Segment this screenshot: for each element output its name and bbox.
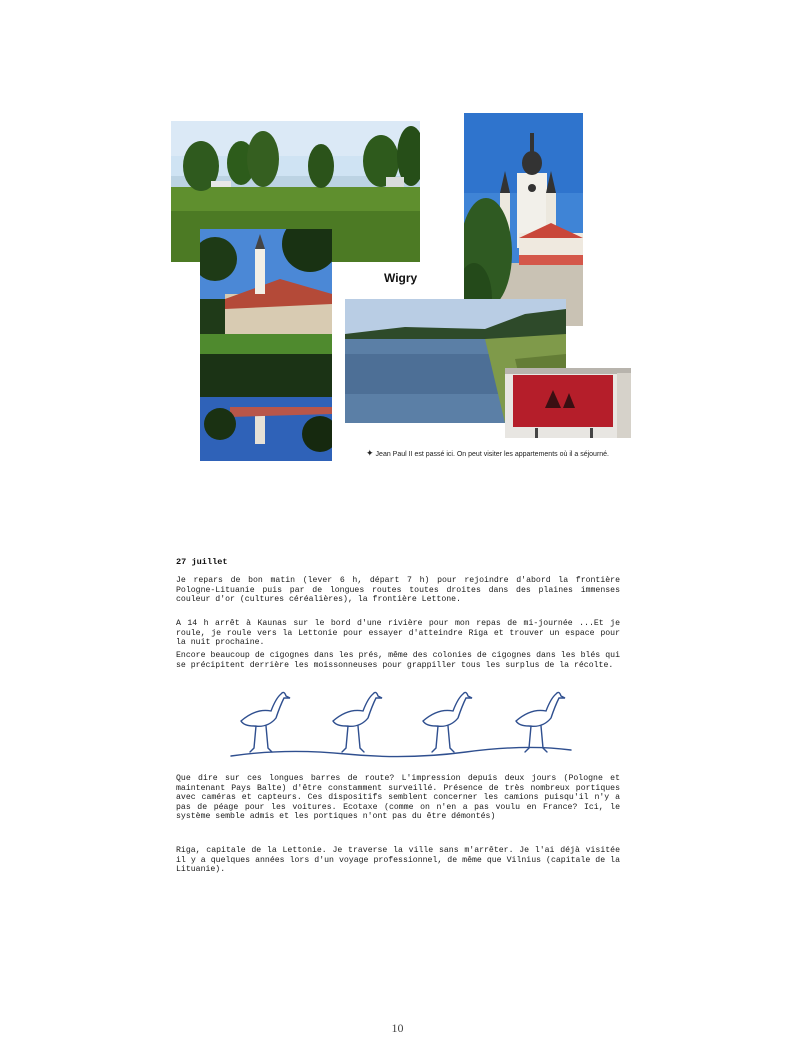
paragraph-5: Riga, capitale de la Lettonie. Je traverse la ville sans m'arrêter. Je l'ai déjà visitée il y a quelques années lors d'un voyage professionnel, de même que Vilnius (capitale de la Lituanie). [176, 846, 620, 875]
photo-garden-reflection [200, 229, 332, 461]
figure-caption [366, 448, 609, 459]
stork-1 [241, 692, 290, 752]
stork-3 [423, 692, 472, 752]
photo-monastery-sign [505, 368, 631, 438]
page-number: 10 [391, 1021, 404, 1035]
stork-4 [516, 692, 565, 752]
journal-date: 27 juillet [176, 557, 228, 567]
stork-2 [333, 692, 382, 752]
paragraph-1: Je repars de bon matin (lever 6 h, départ 7 h) pour rejoindre d'abord la frontière Pologne-Lituanie puis par de longues routes toutes droites dans des plaines immenses couleur d'or (cultures céréalières), la frontière Lettone. [176, 576, 620, 605]
caption-text: Jean Paul II est passé ici. On peut visiter les appartements où il a séjourné. [375, 451, 610, 458]
photo-church-towers [464, 113, 583, 326]
caption-marker: ✦ [366, 448, 374, 458]
paragraph-3: Encore beaucoup de cigognes dans les prés, même des colonies de cigognes dans les blés qui se précipitent derrière les moissonneuses pour grappiller tous les surplus de la récolte. [176, 651, 620, 670]
paragraph-2: A 14 h arrêt à Kaunas sur le bord d'une rivière pour mon repas de mi-journée ...Et je roule, je roule vers la Lettonie pour essayer d'atteindre Riga et trouver un espace pour la nuit prochaine. [176, 619, 620, 648]
stork-illustration [226, 686, 576, 766]
paragraph-4: Que dire sur ces longues barres de route? L'impression depuis deux jours (Pologne et maintenant Pays Balte) d'être constamment surveillé. Présence de très nombreux portiques avec caméras et capteurs. Ces dispositifs semblent concerner les camions puisqu'il n'y a pas de péage pour les voitures. Ecotaxe (comme on n'en a pas voulu en France? Ici, le système semble admis et les portiques n'ont pas du être démontés) [176, 774, 620, 822]
figure-label: Wigry [384, 271, 418, 285]
